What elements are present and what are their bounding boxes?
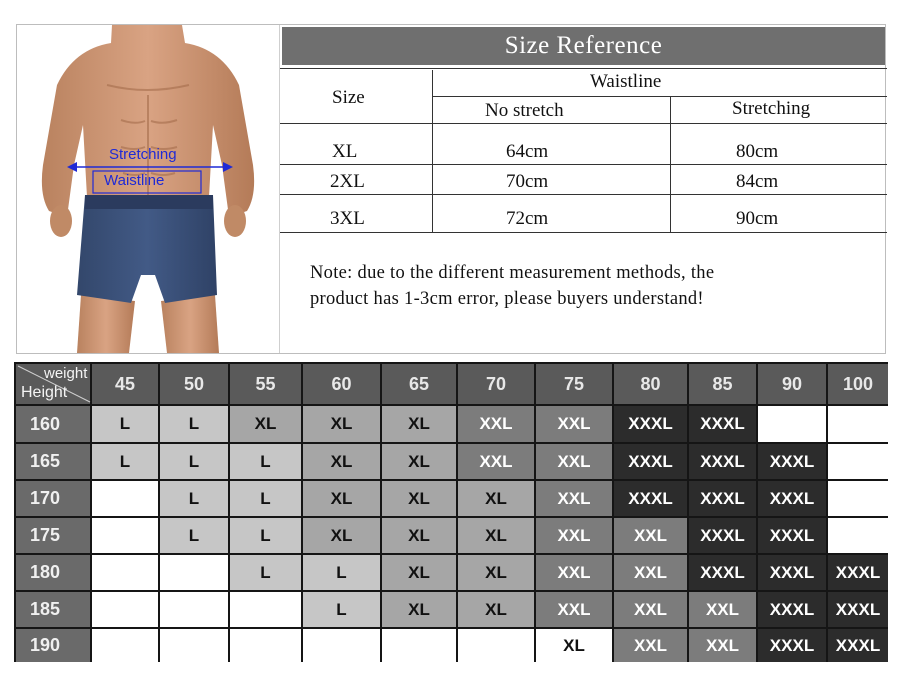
- size-cell: [758, 406, 826, 442]
- size-cell: XXL: [614, 518, 687, 553]
- divider: [280, 164, 887, 165]
- size-reference-table: [280, 25, 887, 353]
- size-cell: XL: [230, 406, 301, 442]
- model-illustration: [17, 25, 279, 353]
- size-cell: XXXL: [689, 481, 756, 516]
- size-cell: L: [230, 518, 301, 553]
- size-cell: XL: [382, 406, 456, 442]
- weight-column-header: 50: [160, 364, 228, 404]
- size-cell: XL: [458, 518, 534, 553]
- weight-column-header: 100: [828, 364, 888, 404]
- size-cell: XL: [458, 481, 534, 516]
- size-cell: XXXL: [828, 555, 888, 590]
- size-cell: [828, 444, 888, 479]
- height-row-header: 180: [16, 555, 90, 590]
- size-cell: [160, 592, 228, 627]
- size-cell: XXXL: [758, 444, 826, 479]
- waistline-column-header: Waistline: [590, 71, 662, 92]
- size-cell: XL: [382, 555, 456, 590]
- row-stretching: 80cm: [736, 141, 779, 162]
- size-cell: L: [160, 406, 228, 442]
- size-cell: XXL: [614, 629, 687, 662]
- size-cell: L: [230, 444, 301, 479]
- size-cell: XXXL: [689, 444, 756, 479]
- size-cell: L: [303, 592, 380, 627]
- height-row-header: 190: [16, 629, 90, 662]
- size-cell: XXL: [536, 518, 612, 553]
- weight-column-header: 80: [614, 364, 687, 404]
- size-cell: XXL: [689, 592, 756, 627]
- size-cell: [458, 629, 534, 662]
- row-no-stretch: 64cm: [506, 141, 549, 162]
- weight-column-header: 75: [536, 364, 612, 404]
- size-cell: XL: [303, 481, 380, 516]
- stretching-column-header: Stretching: [732, 98, 811, 119]
- note-line: Note: due to the different measurement methods, the: [310, 263, 715, 283]
- size-cell: [92, 518, 158, 553]
- size-cell: XL: [536, 629, 612, 662]
- size-cell: XXXL: [689, 518, 756, 553]
- divider: [280, 194, 887, 195]
- height-axis-label: Height: [21, 384, 68, 401]
- row-stretching: 90cm: [736, 208, 779, 229]
- row-no-stretch: 70cm: [506, 171, 549, 192]
- size-cell: XXXL: [614, 481, 687, 516]
- size-cell: [160, 555, 228, 590]
- size-cell: XL: [382, 518, 456, 553]
- height-row-header: 170: [16, 481, 90, 516]
- size-cell: [92, 592, 158, 627]
- divider: [432, 70, 433, 232]
- size-cell: XXXL: [689, 555, 756, 590]
- row-size: 3XL: [330, 208, 365, 229]
- size-cell: L: [303, 555, 380, 590]
- size-cell: XXL: [536, 481, 612, 516]
- size-cell: XXL: [689, 629, 756, 662]
- size-cell: L: [160, 518, 228, 553]
- waistline-label: Waistline: [104, 172, 165, 189]
- model-photo: [17, 25, 280, 353]
- height-row-header: 185: [16, 592, 90, 627]
- table-title: Size Reference: [282, 27, 885, 65]
- size-cell: XXXL: [758, 481, 826, 516]
- size-cell: XXL: [458, 406, 534, 442]
- size-column-header: Size: [332, 87, 365, 108]
- size-cell: L: [160, 444, 228, 479]
- stretching-label: Stretching: [109, 146, 177, 163]
- size-cell: XXL: [536, 406, 612, 442]
- size-cell: XXXL: [828, 629, 888, 662]
- height-row-header: 175: [16, 518, 90, 553]
- divider: [670, 97, 671, 232]
- size-cell: XXXL: [614, 406, 687, 442]
- size-cell: XXXL: [758, 592, 826, 627]
- weight-column-header: 70: [458, 364, 534, 404]
- weight-column-header: 90: [758, 364, 826, 404]
- measurement-note: [310, 260, 870, 312]
- size-cell: XL: [458, 592, 534, 627]
- size-cell: XXXL: [758, 629, 826, 662]
- size-cell: XL: [458, 555, 534, 590]
- size-cell: XXL: [458, 444, 534, 479]
- size-cell: L: [92, 444, 158, 479]
- row-size: XL: [332, 141, 358, 162]
- size-cell: L: [230, 555, 301, 590]
- divider: [432, 96, 887, 97]
- weight-height-size-chart: [14, 362, 888, 662]
- size-cell: XXL: [614, 592, 687, 627]
- size-cell: XL: [303, 444, 380, 479]
- size-cell: [230, 629, 301, 662]
- row-no-stretch: 72cm: [506, 208, 549, 229]
- weight-column-header: 45: [92, 364, 158, 404]
- size-cell: [382, 629, 456, 662]
- weight-column-header: 55: [230, 364, 301, 404]
- size-cell: [828, 518, 888, 553]
- weight-axis-label: weight: [44, 365, 88, 382]
- size-cell: XL: [303, 518, 380, 553]
- size-cell: [828, 481, 888, 516]
- size-cell: L: [160, 481, 228, 516]
- note-line: product has 1-3cm error, please buyers understand!: [310, 289, 704, 309]
- no-stretch-column-header: No stretch: [485, 100, 564, 121]
- size-cell: XXXL: [758, 518, 826, 553]
- height-row-header: 160: [16, 406, 90, 442]
- size-cell: [828, 406, 888, 442]
- weight-column-header: 85: [689, 364, 756, 404]
- size-cell: [92, 481, 158, 516]
- size-cell: XXXL: [614, 444, 687, 479]
- size-cell: XXL: [536, 555, 612, 590]
- size-reference-panel: [16, 24, 886, 354]
- chart-corner-header: [16, 364, 90, 404]
- size-cell: XXL: [536, 444, 612, 479]
- divider: [280, 232, 887, 233]
- divider: [280, 123, 887, 124]
- size-cell: [92, 629, 158, 662]
- size-cell: L: [230, 481, 301, 516]
- size-cell: XXXL: [689, 406, 756, 442]
- size-cell: [230, 592, 301, 627]
- weight-column-header: 65: [382, 364, 456, 404]
- size-cell: L: [92, 406, 158, 442]
- row-size: 2XL: [330, 171, 365, 192]
- divider: [280, 68, 887, 69]
- size-cell: XXL: [536, 592, 612, 627]
- size-cell: [303, 629, 380, 662]
- size-cell: XL: [382, 444, 456, 479]
- size-cell: XXXL: [828, 592, 888, 627]
- size-cell: XL: [382, 481, 456, 516]
- size-cell: XXXL: [758, 555, 826, 590]
- weight-column-header: 60: [303, 364, 380, 404]
- size-cell: XL: [382, 592, 456, 627]
- size-cell: [92, 555, 158, 590]
- size-cell: XL: [303, 406, 380, 442]
- size-cell: XXL: [614, 555, 687, 590]
- size-cell: [160, 629, 228, 662]
- height-row-header: 165: [16, 444, 90, 479]
- row-stretching: 84cm: [736, 171, 779, 192]
